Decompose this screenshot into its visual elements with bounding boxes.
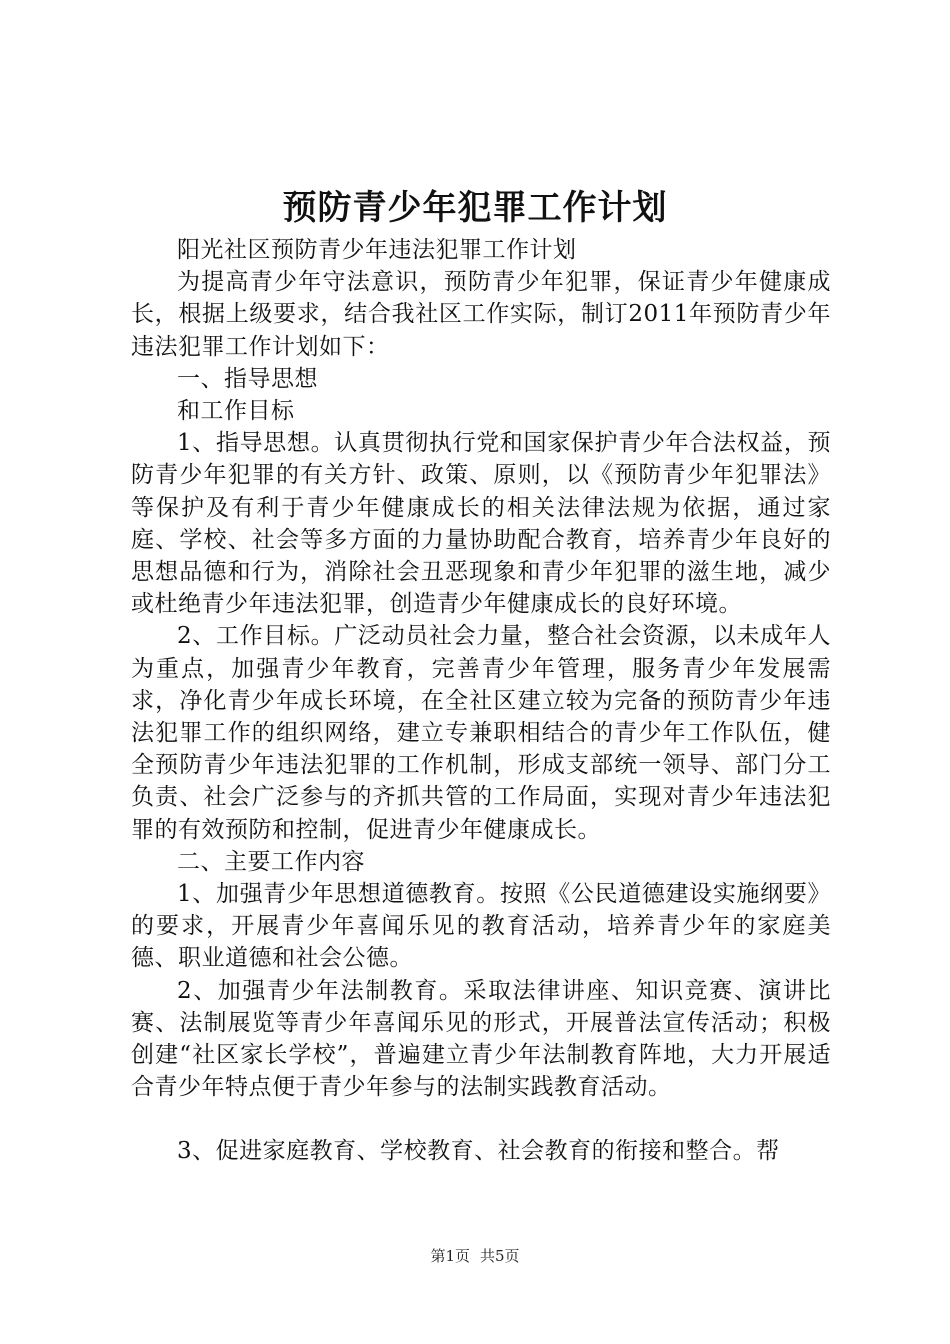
paragraph-work-goals: 2、工作目标。广泛动员社会力量，整合社会资源，以未成年人为重点，加强青少年教育，完善青少年管理，服务青少年发展需求，净化青少年成长环境，在全社区建立较为完备的预防青少年违法犯罪工作的组织网络，建立专兼职相结合的青少年工作队伍，健全预防青少年违法犯罪的工作机制，形成支部统一领导、部门分工负责、社会广泛参与的齐抓共管的工作局面，实现对青少年违法犯罪的有效预防和控制，促进青少年健康成长。 <box>131 623 831 843</box>
paragraph-legal-education: 2、加强青少年法制教育。采取法律讲座、知识竞赛、演讲比赛、法制展览等青少年喜闻乐见的形式，开展普法宣传活动；积极创建“社区家长学校”，普遍建立青少年法制教育阵地，大力开展适合青少年特点便于青少年参与的法制实践教育活动。 <box>131 977 831 1101</box>
paragraph-moral-education: 1、加强青少年思想道德教育。按照《公民道德建设实施纲要》的要求，开展青少年喜闻乐见的教育活动，培养青少年的家庭美德、职业道德和社会公德。 <box>131 881 831 972</box>
page-total: 共5页 <box>480 1247 520 1265</box>
paragraph-education-integration: 3、促进家庭教育、学校教育、社会教育的衔接和整合。帮 <box>177 1138 780 1165</box>
paragraph-intro: 为提高青少年守法意识，预防青少年犯罪，保证青少年健康成长，根据上级要求，结合我社区工作实际，制订2011年预防青少年违法犯罪工作计划如下： <box>131 269 831 360</box>
paragraph-guiding-thought: 1、指导思想。认真贯彻执行党和国家保护青少年合法权益，预防青少年犯罪的有关方针、政策、原则，以《预防青少年犯罪法》等保护及有利于青少年健康成长的相关法律法规为依据，通过家庭、学校、社会等多方面的力量协助配合教育，培养青少年良好的思想品德和行为，消除社会丑恶现象和青少年犯罪的滋生地，减少或杜绝青少年违法犯罪，创造青少年健康成长的良好环境。 <box>131 430 831 618</box>
paragraph-subtitle: 阳光社区预防青少年违法犯罪工作计划 <box>177 237 577 263</box>
page-number: 第1页 <box>430 1247 470 1265</box>
section-heading-guiding-thought: 一、指导思想 <box>177 365 318 392</box>
page-footer <box>0 1245 950 1266</box>
document-title: 预防青少年犯罪工作计划 <box>282 188 668 228</box>
document-body <box>131 234 831 1168</box>
section-heading-main-content: 二、主要工作内容 <box>177 848 365 875</box>
section-heading-work-goals: 和工作目标 <box>177 398 295 425</box>
